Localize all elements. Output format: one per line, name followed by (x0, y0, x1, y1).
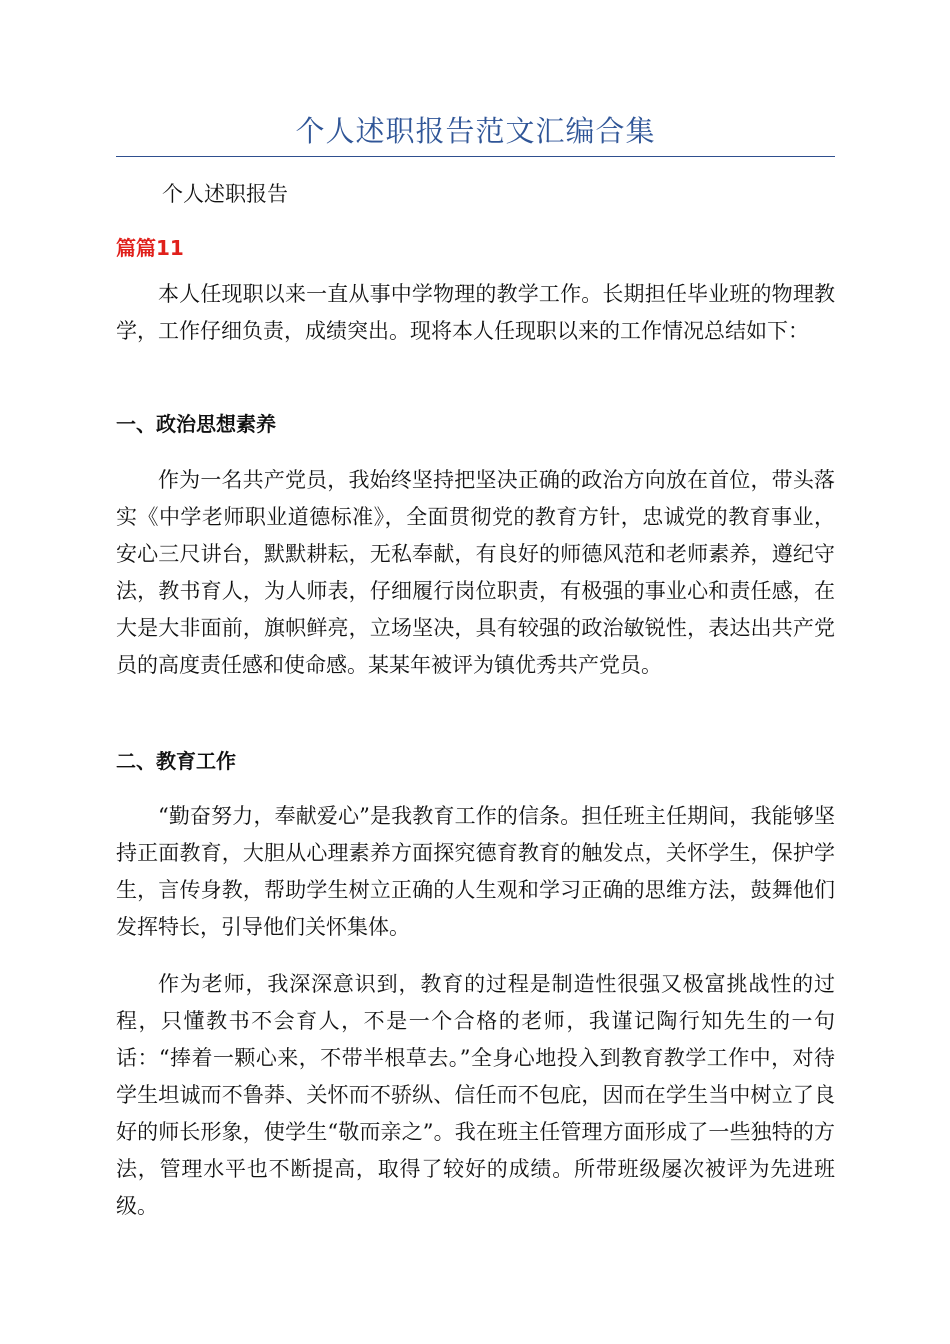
section-heading-education: 二、教育工作 (116, 749, 236, 773)
piece-label: 篇篇11 (116, 236, 184, 260)
education-paragraph-1: “勤奋努力，奉献爱心”是我教育工作的信条。担任班主任期间，我能够坚持正面教育，大胆从心理素养方面探究德育教育的触发点，关怀学生，保护学生，言传身教，帮助学生树立正确的人生观和学习正确的思维方法，鼓舞他们发挥特长，引导他们关怀集体。 (116, 804, 835, 939)
document-subtitle: 个人述职报告 (162, 182, 288, 206)
section-heading-politics: 一、政治思想素养 (116, 412, 276, 436)
title-block (116, 108, 835, 157)
intro-paragraph: 本人任现职以来一直从事中学物理的教学工作。长期担任毕业班的物理教学，工作仔细负责，成绩突出。现将本人任现职以来的工作情况总结如下： (116, 282, 835, 343)
document-title: 个人述职报告范文汇编合集 (295, 114, 656, 148)
education-paragraph-2: 作为老师，我深深意识到，教育的过程是制造性很强又极富挑战性的过程，只懂教书不会育人，不是一个合格的老师，我谨记陶行知先生的一句话：“捧着一颗心来，不带半根草去。”全身心地投入到教育教学工作中，对待学生坦诚而不鲁莽、关怀而不骄纵、信任而不包庇，因而在学生当中树立了良好的师长形象，使学生“敬而亲之”。我在班主任管理方面形成了一些独特的方法，管理水平也不断提高，取得了较好的成绩。所带班级屡次被评为先进班级。 (116, 972, 835, 1218)
politics-paragraph: 作为一名共产党员，我始终坚持把坚决正确的政治方向放在首位，带头落实《中学老师职业道德标准》，全面贯彻党的教育方针，忠诚党的教育事业，安心三尺讲台，默默耕耘，无私奉献，有良好的师德风范和老师素养，遵纪守法，教书育人，为人师表，仔细履行岗位职责，有极强的事业心和责任感，在大是大非面前，旗帜鲜亮，立场坚决，具有较强的政治敏锐性，表达出共产党员的高度责任感和使命感。某某年被评为镇优秀共产党员。 (116, 468, 835, 677)
